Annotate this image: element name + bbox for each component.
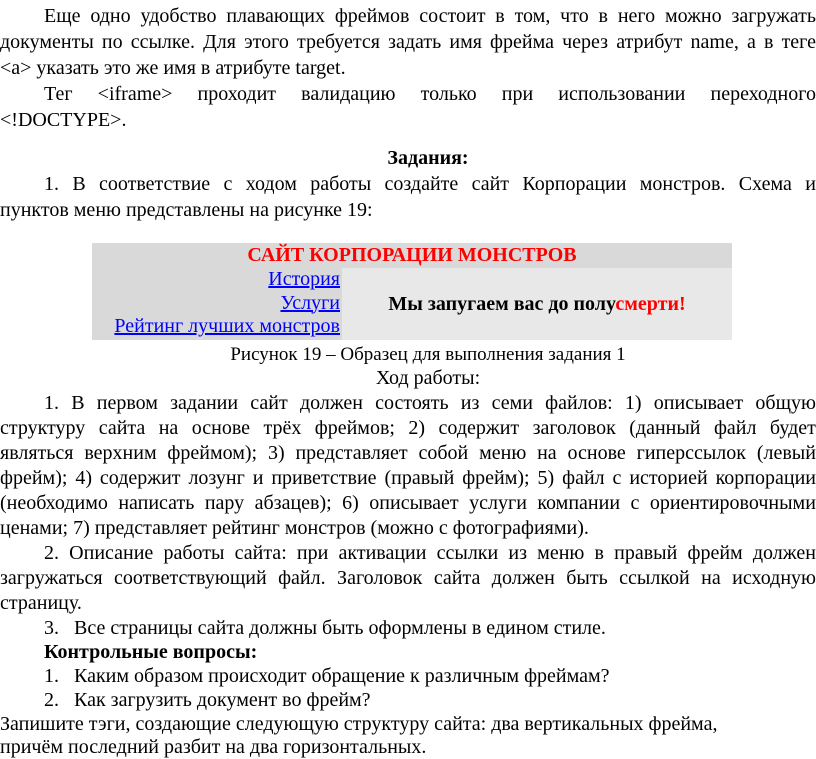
paragraph-line xyxy=(44,82,816,106)
word: в xyxy=(495,5,505,27)
word: должен xyxy=(491,567,555,589)
word: Описание xyxy=(69,542,154,564)
word: и xyxy=(805,173,816,195)
word: приветствие xyxy=(271,467,377,489)
word: 5) xyxy=(537,467,555,489)
word: ссылки xyxy=(436,542,499,564)
word: описывает xyxy=(653,392,744,414)
word: ходом xyxy=(245,173,297,195)
word: 2. xyxy=(44,542,59,564)
task-line xyxy=(44,172,816,196)
word: файл xyxy=(713,417,757,439)
word: ориентировочными xyxy=(649,492,816,514)
word: только xyxy=(420,83,477,105)
word: на xyxy=(537,442,557,464)
word: представляет xyxy=(295,442,408,464)
word: пару xyxy=(204,492,245,514)
word: корпорации xyxy=(715,467,816,489)
slogan-text: Мы запугаем вас до полу xyxy=(388,293,616,315)
word: документы xyxy=(0,31,94,53)
step-line: ценами; 7) представляет рейтинг монстров (можно с фотографиями). xyxy=(0,517,589,539)
word: фрейма xyxy=(490,31,554,53)
word: с xyxy=(223,173,233,195)
word: требуется xyxy=(296,31,380,53)
word: атрибут xyxy=(616,31,683,53)
final-instruction-line: причём последний разбит на два горизонтальных. xyxy=(0,736,427,758)
word: из xyxy=(508,542,527,564)
word: содержит xyxy=(99,467,181,489)
word: 1. xyxy=(44,392,59,414)
word: меню xyxy=(537,542,585,564)
word: Заголовок xyxy=(337,567,423,589)
word: сайт xyxy=(250,392,288,414)
step-line xyxy=(0,566,816,590)
word: фрейм); xyxy=(462,467,530,489)
word: монстров. xyxy=(639,173,726,195)
word: него xyxy=(617,5,656,27)
word: (правый xyxy=(384,467,455,489)
word: при xyxy=(501,83,534,105)
word: через xyxy=(562,31,609,53)
progress-heading: Ход работы: xyxy=(375,367,481,389)
word: будет xyxy=(769,417,816,439)
questions-heading: Контрольные вопросы: xyxy=(44,641,258,663)
word: задании xyxy=(170,392,239,414)
word: в xyxy=(594,542,604,564)
word: что xyxy=(560,5,589,27)
word: состоять xyxy=(375,392,449,414)
word: на xyxy=(701,567,721,589)
word: (данный xyxy=(629,417,701,439)
word: проходит xyxy=(197,83,277,105)
word: фреймом); xyxy=(167,442,258,464)
word: а xyxy=(746,31,756,53)
word: по xyxy=(101,31,123,53)
word: сайт xyxy=(471,173,510,195)
step-line xyxy=(44,541,816,565)
word: абзацев); xyxy=(254,492,332,514)
word: соответствующий xyxy=(114,567,267,589)
step-line xyxy=(0,416,816,440)
word: Для xyxy=(203,31,236,53)
word: соответствие xyxy=(99,173,211,195)
step-line xyxy=(0,441,816,465)
word: должен xyxy=(752,542,816,564)
paragraph-line: <!DOCTYPE>. xyxy=(0,109,127,131)
word: Схема xyxy=(738,173,792,195)
word: 1) xyxy=(624,392,642,414)
step-line xyxy=(44,391,816,415)
word: файлов: xyxy=(545,392,613,414)
word: переходного xyxy=(710,83,816,105)
word: из xyxy=(460,392,480,414)
menu-link-rating[interactable]: Рейтинг лучших монстров xyxy=(114,315,340,337)
word: имя xyxy=(449,31,482,53)
figure-site-layout xyxy=(92,243,732,340)
word: (левый xyxy=(756,442,816,464)
step-line: страницу. xyxy=(0,592,82,614)
word: состоит xyxy=(419,5,486,27)
word: сайта: xyxy=(234,542,287,564)
word: структуру xyxy=(0,417,86,439)
word: основе xyxy=(191,417,251,439)
task-line: пунктов меню представлены на рисунке 19: xyxy=(0,199,373,221)
word: фрейм); xyxy=(0,467,68,489)
final-instruction-line: Запишите тэги, создающие следующую структуру сайта: два вертикальных фрейма, xyxy=(0,713,718,735)
word: трёх xyxy=(263,417,302,439)
word: и xyxy=(252,467,264,489)
menu-frame xyxy=(92,268,342,340)
word: name, xyxy=(690,31,739,53)
word: <iframe> xyxy=(97,83,173,105)
word: загружать xyxy=(731,5,816,27)
slogan-frame xyxy=(342,268,732,340)
word: 4) xyxy=(75,467,92,489)
word: заголовок xyxy=(532,417,616,439)
word: правый xyxy=(614,542,678,564)
word: 1. xyxy=(44,173,59,195)
step-line: 3. Все страницы сайта должны быть оформлены в едином стиле. xyxy=(44,617,606,639)
word: с xyxy=(612,467,622,489)
word: В xyxy=(72,173,86,195)
word: описывает xyxy=(369,492,459,514)
tasks-heading: Задания: xyxy=(387,147,469,169)
word: использовании xyxy=(558,83,686,105)
word: фрейм xyxy=(687,542,743,564)
word: общую xyxy=(755,392,816,414)
word: ссылке. xyxy=(130,31,195,53)
step-line xyxy=(0,491,816,515)
word: Еще xyxy=(44,5,81,27)
word: первом xyxy=(96,392,158,414)
word: написать xyxy=(118,492,195,514)
word: в xyxy=(763,31,774,53)
word: задать xyxy=(388,31,442,53)
word: можно xyxy=(664,5,722,27)
word: 6) xyxy=(342,492,359,514)
word: содержит xyxy=(438,417,520,439)
word: основе xyxy=(567,442,626,464)
word: являться xyxy=(0,442,74,464)
word: собой xyxy=(418,442,469,464)
word: файл. xyxy=(278,567,326,589)
word: услуги xyxy=(469,492,527,514)
word: Тег xyxy=(44,83,73,105)
word: загружаться xyxy=(0,567,103,589)
word: (необходимо xyxy=(0,492,108,514)
word: верхним xyxy=(84,442,157,464)
word: работы xyxy=(163,542,225,564)
word: фреймов xyxy=(334,5,410,27)
word: быть xyxy=(566,567,608,589)
word: 3) xyxy=(267,442,285,464)
word: 2) xyxy=(408,417,426,439)
word: В xyxy=(71,392,85,414)
site-title-frame: САЙТ КОРПОРАЦИИ МОНСТРОВ xyxy=(247,244,577,266)
word: удобство xyxy=(140,5,217,27)
word: с xyxy=(630,492,640,514)
word: активации xyxy=(338,542,427,564)
question-item: 1. Каким образом происходит обращение к различным фреймам? xyxy=(44,665,610,687)
paragraph-line: <a> указать это же имя в атрибуте target. xyxy=(0,57,346,79)
word: валидацию xyxy=(301,83,396,105)
word: ссылкой xyxy=(619,567,690,589)
word: историей xyxy=(629,467,708,489)
word: файл xyxy=(562,467,605,489)
word: фреймов; xyxy=(314,417,395,439)
word: семи xyxy=(491,392,533,414)
word: плавающих xyxy=(226,5,325,27)
word: том, xyxy=(514,5,551,27)
slogan-highlight: смерти! xyxy=(615,293,686,315)
word: при xyxy=(296,542,329,564)
word: компании xyxy=(537,492,621,514)
word: меню xyxy=(479,442,527,464)
paragraph-line xyxy=(44,4,816,28)
figure-caption: Рисунок 19 – Образец для выполнения задания 1 xyxy=(230,344,626,365)
word: сайта xyxy=(98,417,146,439)
word: создайте xyxy=(384,173,459,195)
word: одно xyxy=(90,5,131,27)
word: Корпорации xyxy=(522,173,627,195)
word: сайта xyxy=(433,567,481,589)
word: в xyxy=(598,5,608,27)
step-line xyxy=(0,466,816,490)
word: гиперссылок xyxy=(636,442,746,464)
menu-link-history[interactable]: История xyxy=(268,268,340,290)
word: этого xyxy=(244,31,289,53)
menu-link-services[interactable]: Услуги xyxy=(280,291,340,314)
word: работы xyxy=(310,173,372,195)
word: должен xyxy=(299,392,363,414)
word: исходную xyxy=(732,567,816,589)
paragraph-line xyxy=(0,30,816,54)
word: на xyxy=(158,417,179,439)
question-item: 2. Как загрузить документ во фрейм? xyxy=(44,689,371,711)
word: теге xyxy=(781,31,816,53)
word: лозунг xyxy=(188,467,245,489)
